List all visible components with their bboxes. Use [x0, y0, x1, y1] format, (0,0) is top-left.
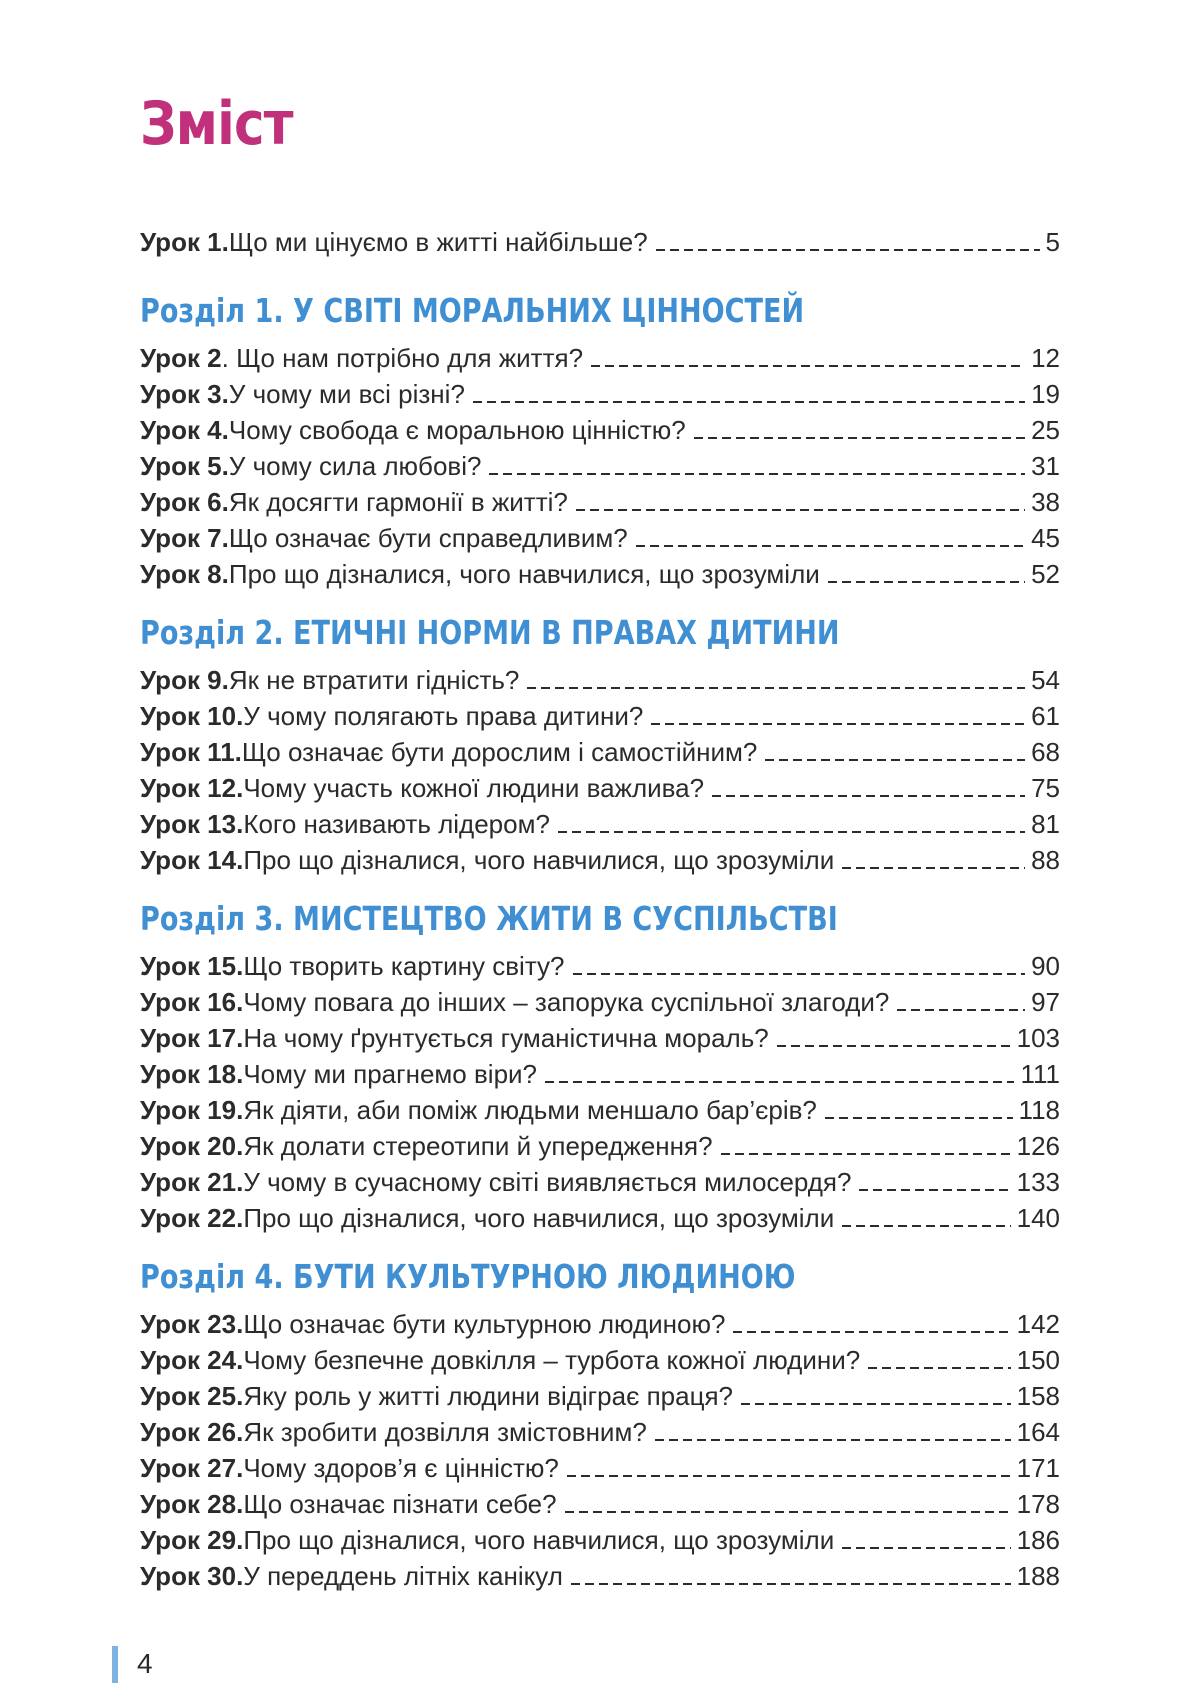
page-ref: 88: [1031, 845, 1060, 875]
toc-entry[interactable]: [140, 1092, 1060, 1128]
section-heading: Розділ 2. ЕТИЧНІ НОРМИ В ПРАВАХ ДИТИНИ: [140, 613, 840, 652]
lesson-number: Урок 25.: [140, 1381, 244, 1411]
page-ref: 188: [1016, 1561, 1060, 1591]
lesson-number: Урок 9.: [140, 665, 229, 695]
toc-entry[interactable]: [140, 224, 1060, 260]
lesson-title: У чому в сучасному світі виявляється милосердя?: [243, 1167, 852, 1197]
page-ref: 61: [1031, 701, 1060, 731]
lesson-number: Урок 22.: [140, 1203, 244, 1233]
page-ref: 97: [1031, 987, 1060, 1017]
lesson-number: Урок 8.: [140, 559, 229, 589]
toc-section: [140, 604, 1060, 878]
lesson-title: Про що дізналися, чого навчилися, що зрозуміли: [228, 559, 820, 589]
page-ref: 75: [1031, 773, 1060, 803]
page-ref: 171: [1016, 1453, 1060, 1483]
dot-leader: [656, 249, 1040, 251]
page-ref: 178: [1016, 1489, 1060, 1519]
dot-leader: [573, 973, 1026, 975]
dot-leader: [765, 759, 1025, 761]
section-heading: Розділ 4. БУТИ КУЛЬТУРНОЮ ЛЮДИНОЮ: [140, 1257, 796, 1296]
dot-leader: [897, 1009, 1025, 1011]
page-ref: 12: [1031, 343, 1060, 373]
table-of-contents: [140, 224, 1060, 1606]
page-ref: 19: [1031, 379, 1060, 409]
toc-entry[interactable]: [140, 1486, 1060, 1522]
lesson-title: . Що нам потрібно для життя?: [221, 343, 584, 373]
lesson-number: Урок 7.: [140, 523, 229, 553]
page-ref: 31: [1031, 451, 1060, 481]
toc-entry[interactable]: [140, 984, 1060, 1020]
lesson-number: Урок 2: [140, 343, 222, 373]
lesson-number: Урок 18.: [140, 1059, 244, 1089]
dot-leader: [651, 723, 1025, 725]
lesson-number: Урок 5.: [140, 451, 229, 481]
dot-leader: [473, 401, 1025, 403]
lesson-title: У чому сила любові?: [228, 451, 482, 481]
dot-leader: [567, 1475, 1011, 1477]
lesson-number: Урок 13.: [140, 809, 244, 839]
dot-leader: [655, 1439, 1011, 1441]
toc-entry[interactable]: [140, 1450, 1060, 1486]
lesson-number: Урок 10.: [140, 701, 244, 731]
page-ref: 111: [1020, 1059, 1060, 1089]
lesson-title: Що означає бути культурною людиною?: [243, 1309, 726, 1339]
dot-leader: [636, 545, 1025, 547]
toc-entry[interactable]: [140, 340, 1060, 376]
toc-entry[interactable]: [140, 1128, 1060, 1164]
lesson-title: Як долати стереотипи й упередження?: [243, 1131, 713, 1161]
footer-accent-bar: [112, 1646, 118, 1683]
page-ref: 25: [1031, 415, 1060, 445]
lesson-title: Про що дізналися, чого навчилися, що зрозуміли: [243, 1203, 835, 1233]
page-ref: 68: [1031, 737, 1060, 767]
toc-entry[interactable]: [140, 484, 1060, 520]
page-ref: 38: [1031, 487, 1060, 517]
lesson-title: Що ми цінуємо в житті найбільше?: [228, 227, 648, 257]
lesson-title: У чому ми всі різні?: [228, 379, 465, 409]
page-ref: 103: [1016, 1023, 1060, 1053]
toc-entry[interactable]: [140, 806, 1060, 842]
page-title: Зміст: [140, 89, 293, 159]
dot-leader: [842, 1225, 1010, 1227]
lesson-number: Урок 30.: [140, 1561, 244, 1591]
lesson-title: У чому полягають права дитини?: [243, 701, 644, 731]
toc-section: [140, 890, 1060, 1236]
dot-leader: [591, 365, 1025, 367]
lesson-number: Урок 1.: [140, 227, 229, 257]
page-ref: 90: [1031, 951, 1060, 981]
toc-entry[interactable]: [140, 412, 1060, 448]
toc-entry[interactable]: [140, 948, 1060, 984]
dot-leader: [694, 437, 1025, 439]
page-number: 4: [137, 1648, 153, 1679]
toc-entry[interactable]: [140, 556, 1060, 592]
lesson-number: Урок 4.: [140, 415, 229, 445]
page-ref: 142: [1016, 1309, 1060, 1339]
lesson-number: Урок 16.: [140, 987, 244, 1017]
dot-leader: [712, 795, 1025, 797]
lesson-title: Про що дізналися, чого навчилися, що зрозуміли: [243, 1525, 835, 1555]
page-ref: 158: [1016, 1381, 1060, 1411]
toc-entry[interactable]: [140, 1342, 1060, 1378]
page-ref: 126: [1016, 1131, 1060, 1161]
page-ref: 164: [1016, 1417, 1060, 1447]
lesson-number: Урок 29.: [140, 1525, 244, 1555]
lesson-title: Як зробити дозвілля змістовним?: [243, 1417, 647, 1447]
lesson-title: Що означає бути дорослим і самостійним?: [241, 737, 758, 767]
toc-entry[interactable]: [140, 1056, 1060, 1092]
lesson-number: Урок 24.: [140, 1345, 244, 1375]
lesson-title: Як не втратити гідність?: [228, 665, 520, 695]
lesson-title: Чому участь кожної людини важлива?: [243, 773, 705, 803]
lesson-number: Урок 21.: [140, 1167, 244, 1197]
section-heading: Розділ 1. У СВІТІ МОРАЛЬНИХ ЦІННОСТЕЙ: [140, 291, 805, 330]
dot-leader: [571, 1583, 1011, 1585]
dot-leader: [721, 1153, 1011, 1155]
toc-entry[interactable]: [140, 734, 1060, 770]
lesson-number: Урок 11.: [140, 737, 242, 767]
lesson-title: Як досягти гармонії в житті?: [228, 487, 568, 517]
toc-entry[interactable]: [140, 1164, 1060, 1200]
page-ref: 52: [1031, 559, 1060, 589]
lesson-title: Чому повага до інших – запорука суспільної злагоди?: [243, 987, 890, 1017]
lesson-title: Чому ми прагнемо віри?: [243, 1059, 538, 1089]
dot-leader: [777, 1045, 1011, 1047]
lesson-title: Що творить картину світу?: [243, 951, 565, 981]
toc-entry[interactable]: [140, 698, 1060, 734]
page-ref: 54: [1031, 665, 1060, 695]
page-ref: 81: [1031, 809, 1060, 839]
toc-entry[interactable]: [140, 842, 1060, 878]
section-heading: Розділ 3. МИСТЕЦТВО ЖИТИ В СУСПІЛЬСТВІ: [140, 899, 838, 938]
lesson-title: Чому безпечне довкілля – турбота кожної людини?: [243, 1345, 861, 1375]
toc-entry[interactable]: [140, 376, 1060, 412]
dot-leader: [733, 1331, 1010, 1333]
toc-entry[interactable]: [140, 1414, 1060, 1450]
lesson-number: Урок 17.: [140, 1023, 244, 1053]
toc-section: [140, 282, 1060, 592]
lesson-title: На чому ґрунтується гуманістична мораль?: [243, 1023, 769, 1053]
page-ref: 118: [1018, 1095, 1060, 1125]
lesson-number: Урок 6.: [140, 487, 229, 517]
toc-entry[interactable]: [140, 1522, 1060, 1558]
lesson-title: Кого називають лідером?: [243, 809, 550, 839]
dot-leader: [868, 1367, 1010, 1369]
lesson-title: Яку роль у житті людини відіграє праця?: [243, 1381, 733, 1411]
lesson-title: У переддень літніх канікул: [243, 1561, 563, 1591]
page-ref: 150: [1016, 1345, 1060, 1375]
dot-leader: [489, 473, 1025, 475]
toc-entry[interactable]: [140, 770, 1060, 806]
lesson-title: Про що дізналися, чого навчилися, що зрозуміли: [243, 845, 835, 875]
dot-leader: [859, 1189, 1010, 1191]
lesson-title: Чому здоров’я є цінністю?: [243, 1453, 559, 1483]
lesson-number: Урок 20.: [140, 1131, 244, 1161]
lesson-title: Як діяти, аби поміж людьми меншало бар’єрів?: [243, 1095, 817, 1125]
dot-leader: [558, 831, 1025, 833]
lesson-number: Урок 27.: [140, 1453, 244, 1483]
page-ref: 133: [1016, 1167, 1060, 1197]
toc-entry[interactable]: [140, 1020, 1060, 1056]
toc-section: [140, 1248, 1060, 1594]
page-ref: 5: [1045, 227, 1060, 257]
dot-leader: [527, 687, 1025, 689]
lesson-number: Урок 3.: [140, 379, 229, 409]
dot-leader: [825, 1117, 1013, 1119]
toc-entry[interactable]: [140, 1200, 1060, 1236]
lesson-number: Урок 12.: [140, 773, 244, 803]
dot-leader: [545, 1081, 1014, 1083]
toc-entry[interactable]: [140, 662, 1060, 698]
toc-entry[interactable]: [140, 1558, 1060, 1594]
dot-leader: [565, 1511, 1011, 1513]
lesson-number: Урок 19.: [140, 1095, 244, 1125]
toc-entry[interactable]: [140, 448, 1060, 484]
page-ref: 186: [1016, 1525, 1060, 1555]
dot-leader: [842, 867, 1025, 869]
toc-entry[interactable]: [140, 520, 1060, 556]
lesson-number: Урок 28.: [140, 1489, 244, 1519]
lesson-number: Урок 15.: [140, 951, 244, 981]
lesson-title: Чому свобода є моральною цінністю?: [228, 415, 686, 445]
page-ref: 140: [1016, 1203, 1060, 1233]
dot-leader: [842, 1547, 1010, 1549]
lesson-title: Що означає бути справедливим?: [228, 523, 628, 553]
toc-entry[interactable]: [140, 1306, 1060, 1342]
toc-entry[interactable]: [140, 1378, 1060, 1414]
page-ref: 45: [1031, 523, 1060, 553]
lesson-number: Урок 23.: [140, 1309, 244, 1339]
lesson-number: Урок 26.: [140, 1417, 244, 1447]
dot-leader: [741, 1403, 1011, 1405]
lesson-number: Урок 14.: [140, 845, 244, 875]
lesson-title: Що означає пізнати себе?: [243, 1489, 557, 1519]
dot-leader: [576, 509, 1025, 511]
dot-leader: [828, 581, 1025, 583]
